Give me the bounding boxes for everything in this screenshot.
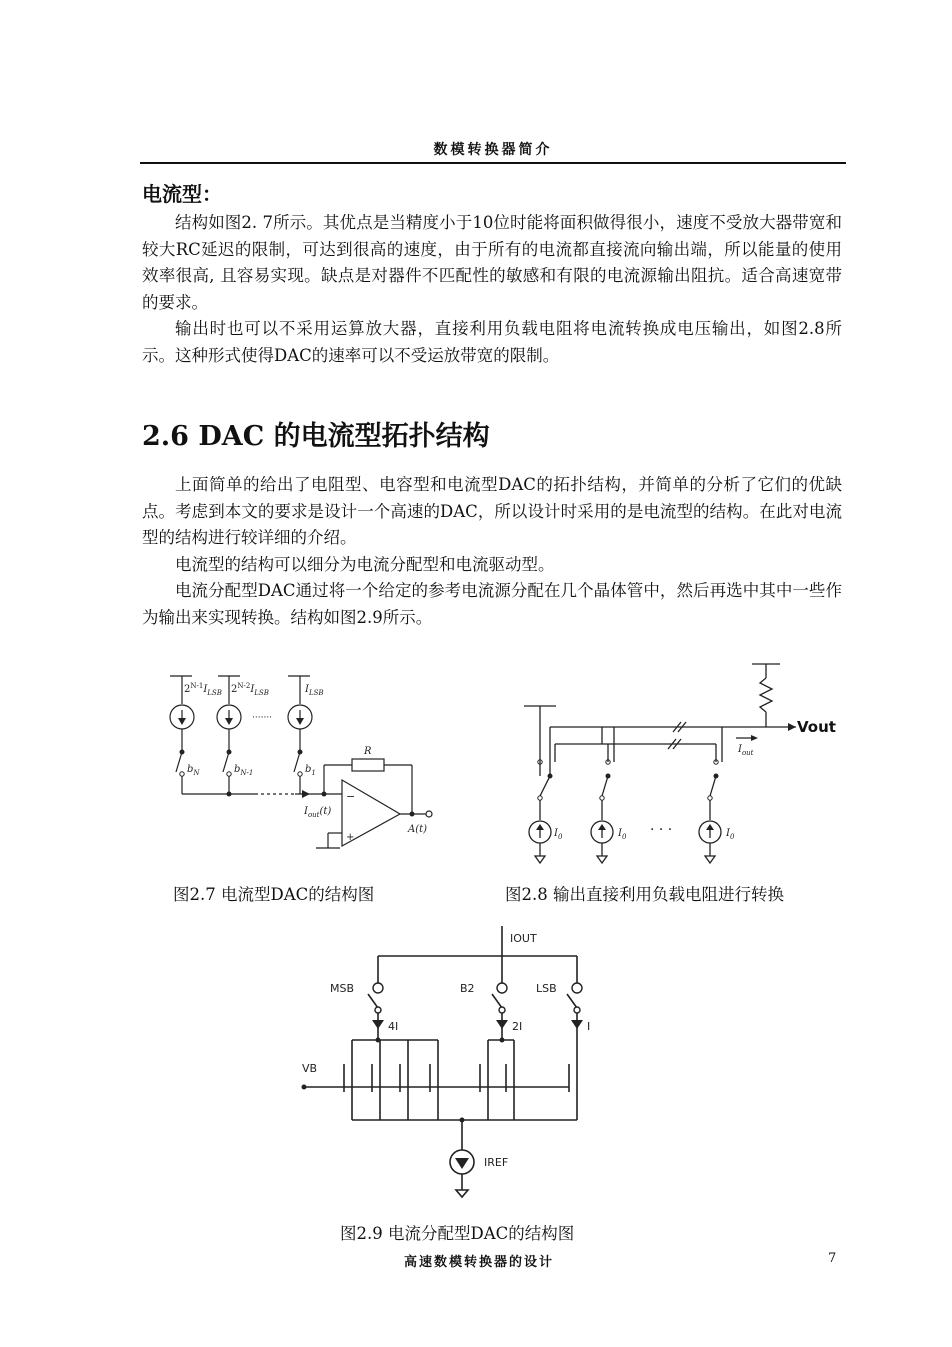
i0-label-1: $I_0$ — [554, 828, 563, 841]
source-label-msb: $2^{N-1}I_{LSB}$ — [184, 682, 222, 697]
figure-2-8-caption: 图2.8 输出直接利用负载电阻进行转换 — [505, 885, 784, 904]
iref-label: IREF — [484, 1156, 509, 1169]
iout-label: $I_{out}(t)$ — [304, 806, 332, 819]
subheading-current-type: 电流型： — [142, 182, 222, 206]
page-number: 7 — [828, 1251, 837, 1266]
paragraph: 电流型的结构可以细分为电流分配型和电流驱动型。 — [175, 554, 555, 574]
source-ellipsis: ······· — [252, 713, 273, 723]
figure-2-7-current-steering-dac-schematic — [160, 668, 450, 863]
paragraph: 结构如图2. 7所示。其优点是当精度小于10位时能将面积做得很小，速度不受放大器带宽和较大RC延迟的限制，可达到很高的速度，由于所有的电流都直接流向输出端，所以能量的使用效率很高, 且容易实现。缺点是对器件不匹配性的敏感和有限的电流源输出阻抗。适合高速宽带的要求。 — [142, 213, 842, 312]
running-footer: 高速数模转换器的设计 — [404, 1255, 555, 1270]
current-4i-label: 4I — [388, 1020, 399, 1033]
section-heading: 2.6 DAC 的电流型拓扑结构 — [142, 421, 490, 452]
paragraph: 输出时也可以不采用运算放大器，直接利用负载电阻将电流转换成电压输出，如图2.8所示。这种形式使得DAC的速率可以不受运放带宽的限制。 — [142, 319, 842, 365]
body-text-mid — [142, 472, 842, 631]
paragraph: 电流分配型DAC通过将一个给定的参考电流源分配在几个晶体管中，然后再选中其中一些作为输出来实现转换。结构如图2.9所示。 — [142, 581, 842, 627]
figure-2-7-caption: 图2.7 电流型DAC的结构图 — [173, 885, 375, 904]
lsb-label: LSB — [536, 982, 557, 995]
iout-label: $I_{out}$ — [738, 744, 754, 757]
resistor-label: R — [364, 746, 372, 757]
current-2i-label: 2I — [512, 1020, 523, 1033]
vb-label: VB — [302, 1062, 318, 1075]
source-ellipsis: · · · — [650, 822, 673, 838]
body-text-top — [142, 210, 842, 369]
figure-2-8-resistive-load-output-schematic — [510, 658, 840, 870]
figure-2-9-caption: 图2.9 电流分配型DAC的结构图 — [340, 1224, 575, 1243]
opamp-minus: − — [346, 790, 356, 803]
header-rule — [140, 162, 846, 164]
switch-label-bn-1: $b_{N-1}$ — [234, 764, 254, 777]
source-label-msb-1: $2^{N-2}I_{LSB}$ — [231, 682, 269, 697]
switch-label-b1: $b_1$ — [305, 764, 316, 777]
i0-label-3: $I_0$ — [726, 828, 735, 841]
opamp-plus: + — [346, 832, 355, 843]
output-label: A(t) — [408, 824, 428, 835]
figure-2-9-current-division-dac-schematic — [292, 922, 610, 1210]
vout-label: Vout — [797, 718, 836, 736]
msb-label: MSB — [330, 982, 355, 995]
iout-label: IOUT — [510, 932, 537, 945]
b2-label: B2 — [460, 982, 475, 995]
paragraph: 上面简单的给出了电阻型、电容型和电流型DAC的拓扑结构，并简单的分析了它们的优缺点。考虑到本文的要求是设计一个高速的DAC，所以设计时采用的是电流型的结构。在此对电流型的结构进行较详细的介绍。 — [142, 475, 842, 547]
current-i-label: I — [587, 1020, 591, 1033]
running-header: 数模转换器简介 — [433, 142, 553, 158]
i0-label-2: $I_0$ — [618, 828, 627, 841]
source-label-lsb: $I_{LSB}$ — [305, 684, 324, 697]
switch-label-bn: $b_N$ — [187, 764, 200, 777]
